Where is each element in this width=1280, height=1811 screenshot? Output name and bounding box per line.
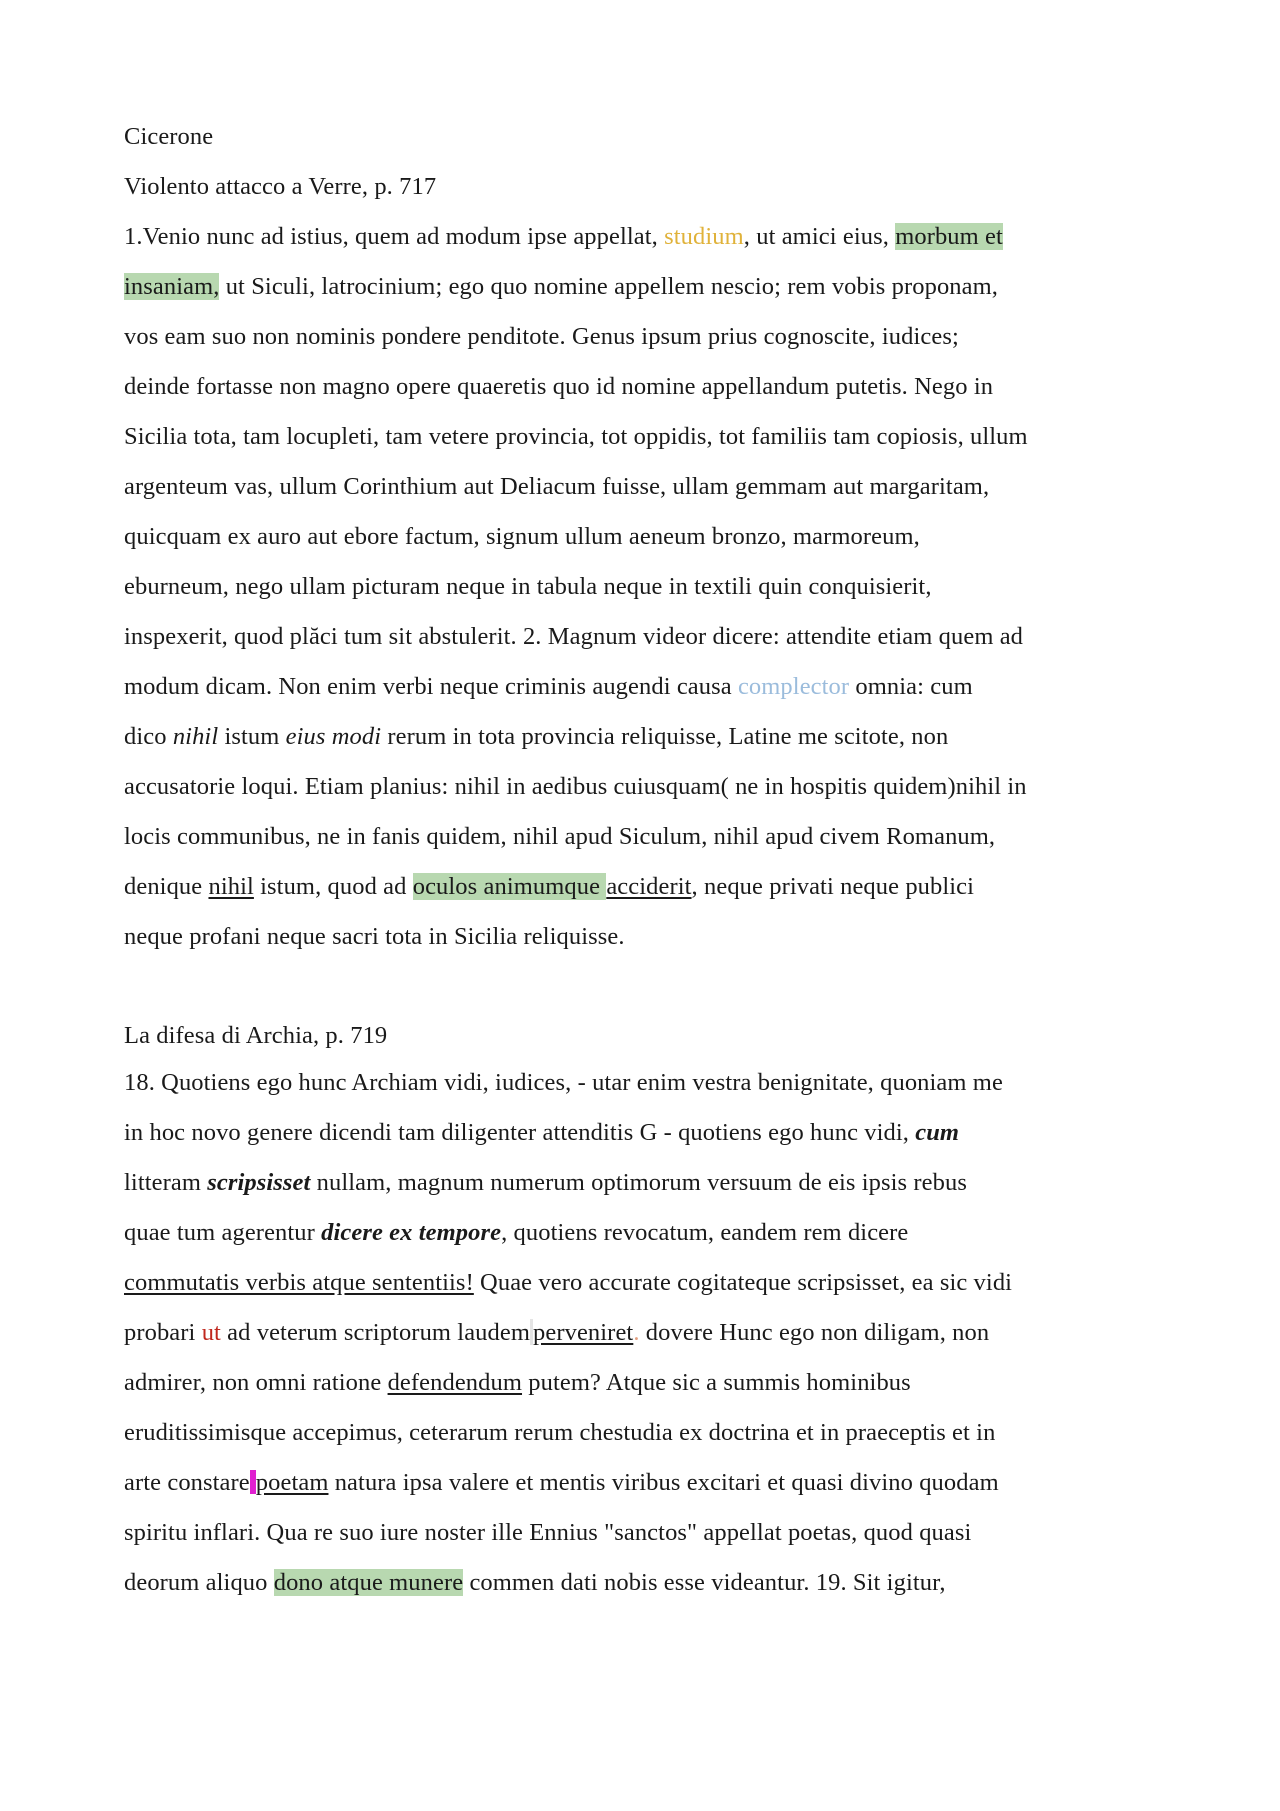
text-line: probari ut ad veterum scriptorum laudem perveniret. dovere Hunc ego non diligam, non	[124, 1319, 990, 1346]
italic-nihil: nihil	[172, 723, 225, 750]
word-complector: complector	[737, 673, 850, 700]
highlight-morbum: morbum et	[895, 223, 1003, 250]
section-title-verre: Violento attacco a Verre, p. 717	[124, 173, 437, 200]
section-title-archia: La difesa di Archia, p. 719	[124, 1022, 388, 1049]
underline-defendendum: defendendum	[387, 1369, 523, 1396]
text-line: in hoc novo genere dicendi tam diligenter attenditis G - quotiens ego hunc vidi, cum	[124, 1119, 960, 1146]
text-line: Sicilia tota, tam locupleti, tam vetere provincia, tot oppidis, tot familiis tam copiosis, ullum	[124, 423, 1028, 450]
text-line: vos eam suo non nominis pondere penditote. Genus ipsum prius cognoscite, iudices;	[124, 323, 959, 350]
italic-eius-modi: eius modi	[285, 723, 382, 750]
underline-nihil: nihil	[208, 873, 254, 900]
bold-italic-cum: cum	[915, 1119, 960, 1146]
period-mark: .	[633, 1319, 640, 1346]
text-line: inspexerit, quod plăci tum sit abstulerit. 2. Magnum videor dicere: attendite etiam quem ad	[124, 623, 1024, 650]
word-studium: studium	[664, 223, 744, 250]
text-line: admirer, non omni ratione defendendum putem? Atque sic a summis hominibus	[124, 1369, 911, 1396]
word-ut: ut	[201, 1319, 221, 1346]
underline-poetam: poetam	[255, 1469, 329, 1496]
text-line: eruditissimisque accepimus, ceterarum rerum chestudia ex doctrina et in praeceptis et in	[124, 1419, 996, 1446]
paragraph-gap	[124, 962, 1184, 1014]
text-line: commutatis verbis atque sententiis! Quae vero accurate cogitateque scripsisset, ea sic vidi	[124, 1269, 1013, 1296]
highlight-insaniam: insaniam,	[124, 273, 220, 300]
highlight-dono: dono atque munere	[273, 1569, 464, 1596]
bold-italic-dicere: dicere ex tempore	[321, 1219, 502, 1246]
text-line: quicquam ex auro aut ebore factum, signum ullum aeneum bronzo, marmoreum,	[124, 523, 920, 550]
text-line: accusatorie loqui. Etiam planius: nihil in aedibus cuiusquam( ne in hospitis quidem)nihil in	[124, 773, 1027, 800]
document-page	[124, 112, 1184, 1608]
text-line: dico nihil istum eius modi rerum in tota provincia reliquisse, Latine me scitote, non	[124, 723, 949, 750]
text-line: argenteum vas, ullum Corinthium aut Deliacum fuisse, ullam gemmam aut margaritam,	[124, 473, 990, 500]
author-heading: Cicerone	[124, 123, 214, 150]
text-line: eburneum, nego ullam picturam neque in tabula neque in textili quin conquisierit,	[124, 573, 932, 600]
underline-acciderit: acciderit	[606, 873, 692, 900]
text-line: 18. Quotiens ego hunc Archiam vidi, iudices, - utar enim vestra benignitate, quoniam me	[124, 1069, 1003, 1096]
text-line: litteram scripsisset nullam, magnum numerum optimorum versuum de eis ipsis rebus	[124, 1169, 967, 1196]
text-line: arte constare poetam natura ipsa valere et mentis viribus excitari et quasi divino quodam	[124, 1469, 999, 1496]
text-line: modum dicam. Non enim verbi neque criminis augendi causa complector omnia: cum	[124, 673, 973, 700]
text-line: deinde fortasse non magno opere quaeretis quo id nomine appellandum putetis. Nego in	[124, 373, 994, 400]
text-line: quae tum agerentur dicere ex tempore, quotiens revocatum, eandem rem dicere	[124, 1219, 909, 1246]
text-line: locis communibus, ne in fanis quidem, nihil apud Siculum, nihil apud civem Romanum,	[124, 823, 996, 850]
text-line: 1.Venio nunc ad istius, quem ad modum ipse appellat, studium, ut amici eius, morbum et	[124, 223, 1003, 250]
text-line: insaniam, ut Siculi, latrocinium; ego quo nomine appellem nescio; rem vobis proponam,	[124, 273, 999, 300]
highlight-oculos: oculos animumque	[412, 873, 607, 900]
text-line: denique nihil istum, quod ad oculos animumque acciderit, neque privati neque publici	[124, 873, 975, 900]
underline-commutatis: commutatis verbis atque sententiis!	[124, 1269, 474, 1296]
underline-perveniret: perveniret	[533, 1319, 634, 1346]
bold-italic-scripsisset: scripsisset	[207, 1169, 311, 1196]
text-line: deorum aliquo dono atque munere commen dati nobis esse videantur. 19. Sit igitur,	[124, 1569, 946, 1596]
text-line: neque profani neque sacri tota in Sicilia reliquisse.	[124, 923, 625, 950]
text-line: spiritu inflari. Qua re suo iure noster ille Ennius "sanctos" appellat poetas, quod quasi	[124, 1519, 972, 1546]
